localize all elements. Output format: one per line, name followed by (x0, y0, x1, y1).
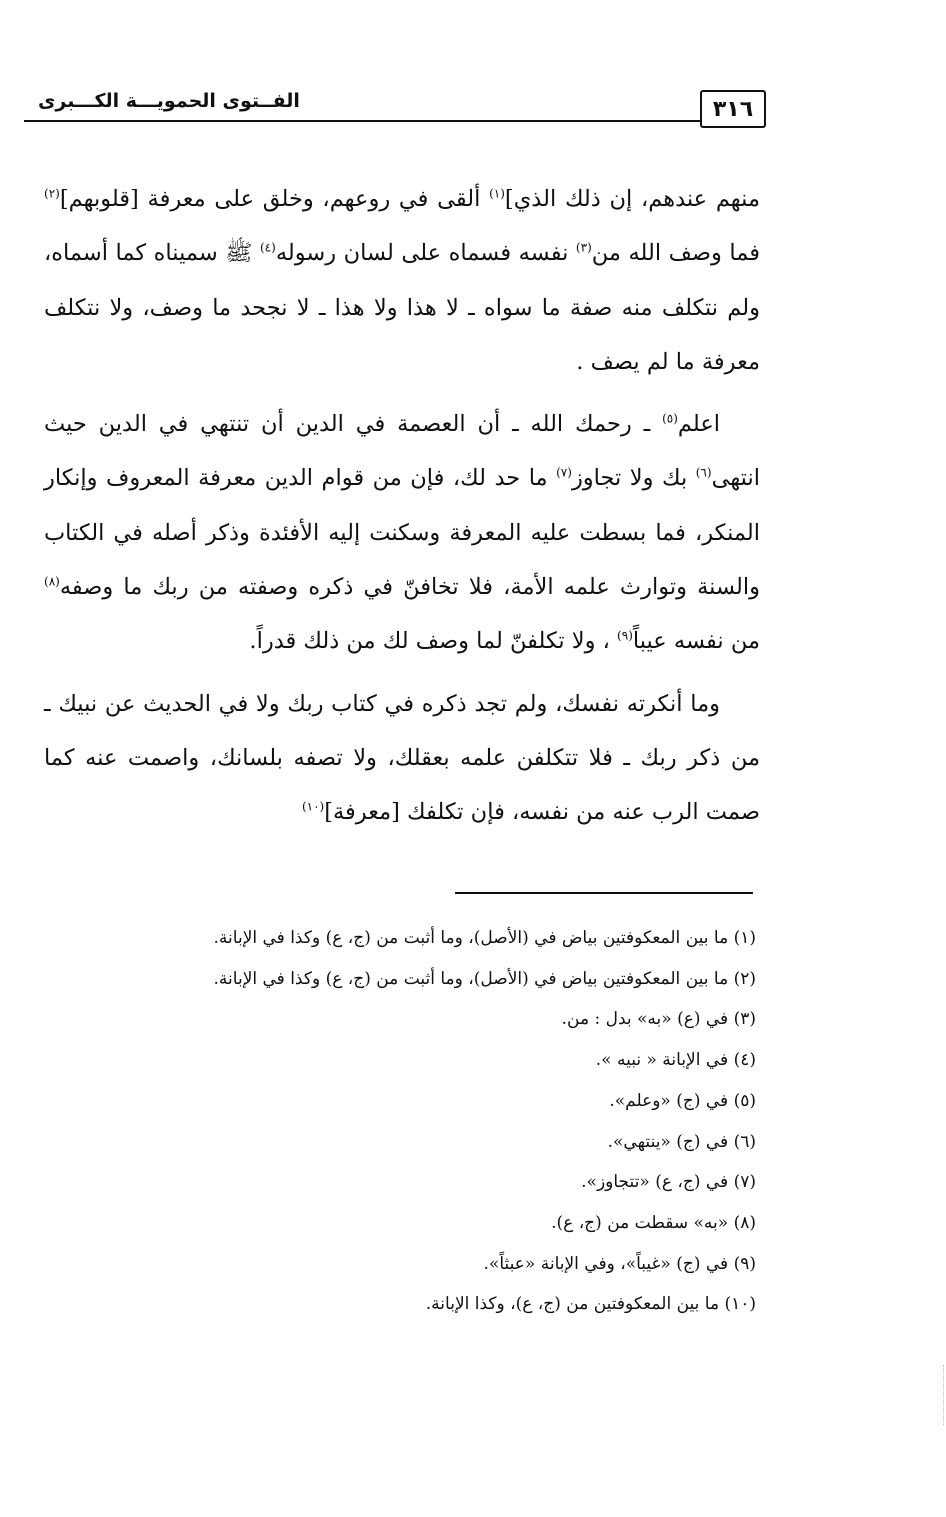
footnote-marker: (٨) (44, 574, 60, 589)
paragraph (44, 677, 760, 840)
text-run: اعلم (677, 411, 720, 438)
page-number: ٣١٦ (700, 90, 766, 128)
footnote: (٧) في (ج، ع) «تتجاوز». (581, 1172, 756, 1193)
footnote-marker: (٤) (259, 240, 276, 255)
footnote-marker: (٧) (556, 465, 572, 480)
footnote-marker: (٩) (617, 628, 633, 643)
text-run: من نفسه عيباً (632, 628, 760, 655)
footnote: (٦) في (ج) «ينتهي». (607, 1131, 756, 1152)
page-header (24, 88, 764, 130)
footnote: (١٠) ما بين المعكوفتين من (ج، ع)، وكذا الإبانة. (425, 1294, 756, 1315)
main-text (44, 172, 760, 840)
text-run: ـ رحمك الله ـ أن العصمة في الدين أن تنتهي في الدين حيث انتهى (44, 411, 760, 492)
text-run: وما أنكرته نفسك، ولم تجد ذكره في كتاب ربك ولا في الحديث عن نبيك ـ من ذكر ربك ـ فلا تتكلفن علمه بعقلك، ولا تصفه بلسانك، واصمت عنه كما صمت الرب عنه من نفسه، فإن تكلفك [معرفة] (44, 690, 760, 826)
footnote: (٩) في (ج) «غيباً»، وفي الإبانة «عبثاً». (483, 1253, 756, 1274)
header-rule (24, 120, 764, 122)
text-run: منهم عندهم، إن ذلك الذي] (504, 186, 761, 212)
footnote: (٣) في (ع) «به» بدل : من. (561, 1009, 756, 1030)
text-run: ﷺ سميناه كما أسماه، ولم نتكلف منه صفة ما سواه ـ لا هذا ولا هذا ـ لا نجحد ما وصف، ولا نتكلف معرفة ما لم يصف . (44, 240, 760, 375)
footnote: (٨) «به» سقطت من (ج، ع). (551, 1212, 756, 1233)
footnote-marker: (٦) (695, 465, 712, 480)
paragraph (44, 172, 760, 389)
text-run: ألقى في روعهم، وخلق على معرفة [قلوبهم] (59, 186, 490, 212)
text-run: بك ولا تجاوز (571, 465, 696, 492)
footnote-marker: (١) (489, 186, 505, 201)
footnote-marker: (٣) (575, 240, 592, 255)
footnote-marker: (٢) (44, 186, 60, 201)
text-run: فما وصف الله من (591, 240, 761, 267)
text-run: ما حد لك، فإن من قوام الدين معرفة المعروف وإنكار المنكر، فما بسطت عليه المعرفة وسكنت إليه الأفئدة وذكر أصله في الكتاب والسنة وتوارث علمه الأمة، فلا تخافنّ في ذكره وصفته من ربك ما وصفه (44, 465, 760, 601)
text-run: ، ولا تكلفنّ لما وصف لك من ذلك قدراً. (249, 628, 618, 655)
footnote-separator (455, 892, 753, 894)
scan-edge-mark (939, 1365, 944, 1425)
paragraph (44, 397, 760, 668)
text-run: نفسه فسماه على لسان رسوله (275, 240, 576, 267)
footnote: (٥) في (ج) «وعلم». (609, 1090, 756, 1111)
footnote: (٢) ما بين المعكوفتين بياض في (الأصل)، وما أثبت من (ج، ع) وكذا في الإبانة. (213, 968, 756, 989)
footnote: (١) ما بين المعكوفتين بياض في (الأصل)، وما أثبت من (ج، ع) وكذا في الإبانة. (213, 928, 756, 948)
running-title: الفــتوى الحمويـــة الكـــبرى (38, 90, 300, 112)
footnote: (٤) في الإبانة « نبيه ». (595, 1050, 756, 1071)
footnote-marker: (١٠) (301, 799, 325, 814)
footnote-marker: (٥) (662, 411, 678, 426)
footnotes-list (80, 918, 756, 1325)
